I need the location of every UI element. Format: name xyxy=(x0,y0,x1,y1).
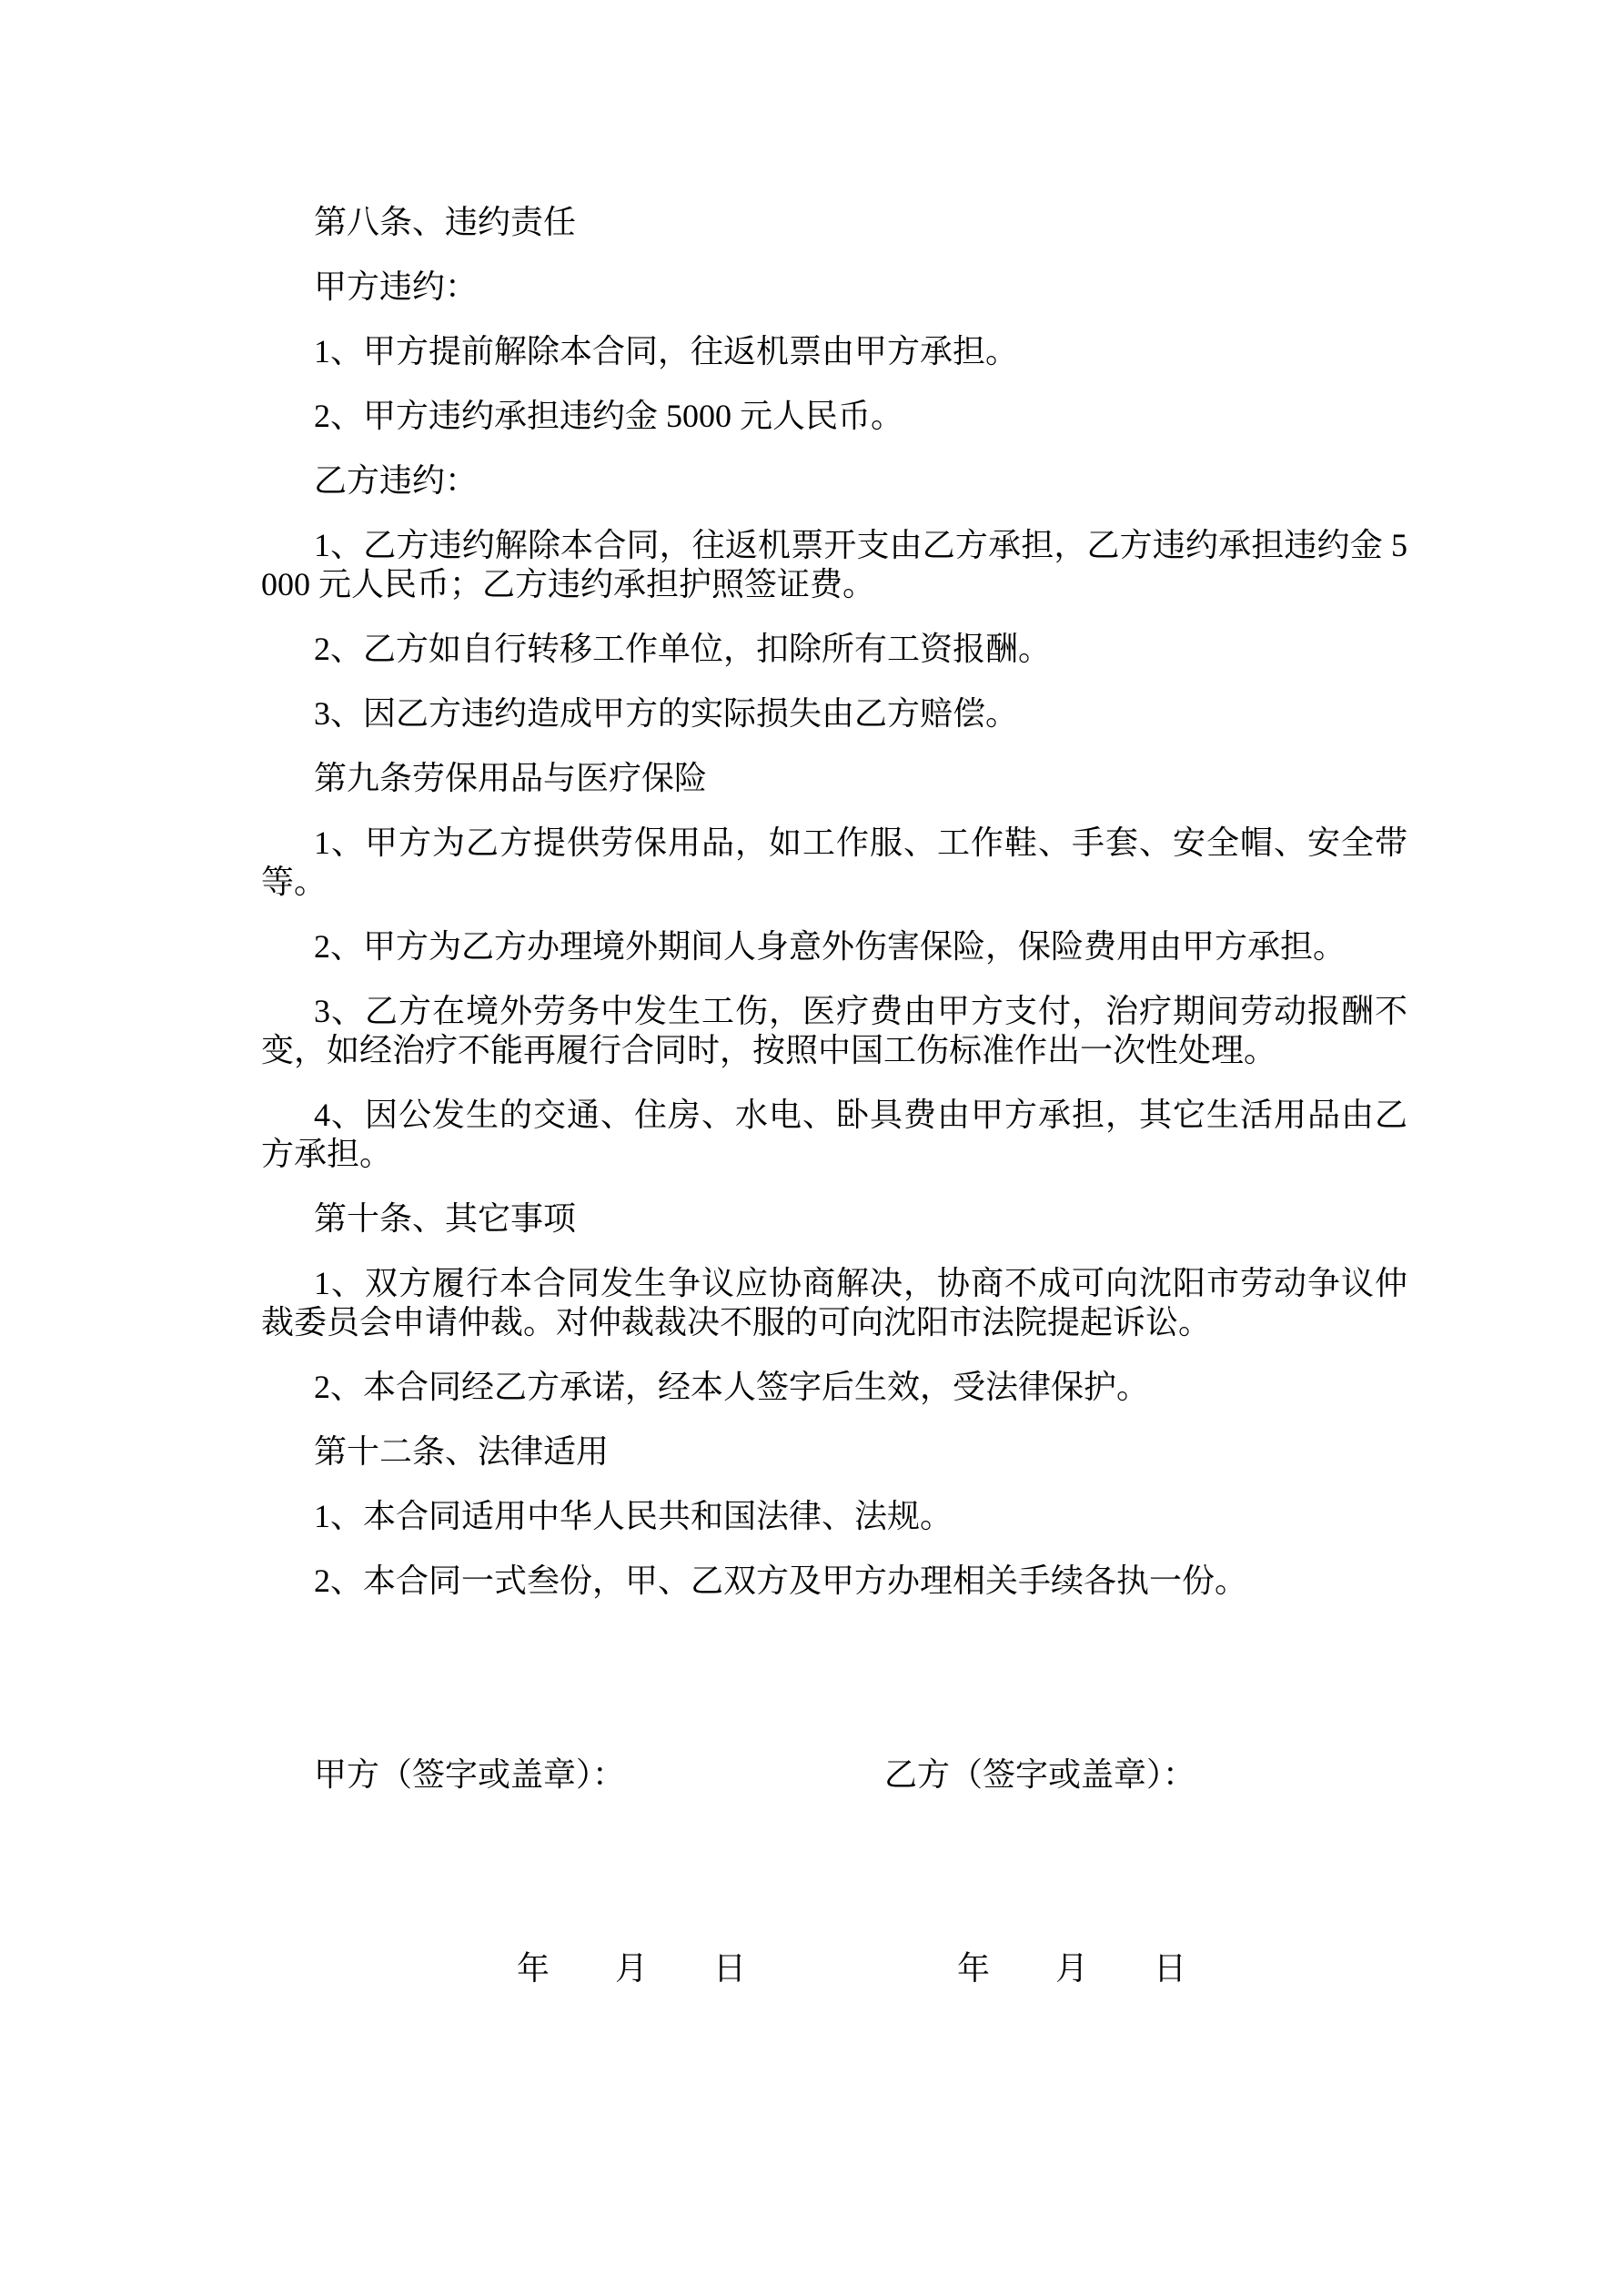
party-b-date: 年 月 日 xyxy=(957,1950,1187,1987)
blank-line xyxy=(261,1820,1407,1859)
party-a-breach-item-2: 2、甲方违约承担违约金 5000 元人民币。 xyxy=(314,398,904,434)
article-9-item-3: 3、乙方在境外劳务中发生工伤，医疗费由甲方支付，治疗期间劳动报酬不变，如经治疗不能再履行合同时，按照中国工伤标准作出一次性处理。 xyxy=(261,993,1407,1068)
article-9-item-1: 1、甲方为乙方提供劳保用品，如工作服、工作鞋、手套、安全帽、安全带等。 xyxy=(261,824,1407,900)
signature-line xyxy=(261,1755,1407,1795)
article-12-item-2: 2、本合同一式叁份，甲、乙双方及甲方办理相关手续各执一份。 xyxy=(314,1563,1248,1599)
party-b-breach-label: 乙方违约： xyxy=(314,462,479,499)
article-9-item-2: 2、甲方为乙方办理境外期间人身意外伤害保险，保险费用由甲方承担。 xyxy=(314,928,1347,965)
party-a-breach-item-1: 1、甲方提前解除本合同，往返机票由甲方承担。 xyxy=(314,333,1019,369)
article-10-item-2: 2、本合同经乙方承诺，经本人签字后生效，受法律保护。 xyxy=(314,1369,1150,1405)
article-8-heading: 第八条、违约责任 xyxy=(314,204,577,240)
party-a-signature-label: 甲方（签字或盖章）： xyxy=(314,1756,626,1793)
article-9-heading: 第九条劳保用品与医疗保险 xyxy=(314,760,708,796)
article-10-heading: 第十条、其它事项 xyxy=(314,1200,577,1237)
article-9-item-4: 4、因公发生的交通、住房、水电、卧具费由甲方承担，其它生活用品由乙方承担。 xyxy=(261,1097,1407,1172)
party-a-breach-label: 甲方违约： xyxy=(314,268,479,305)
party-b-breach-item-1: 1、乙方违约解除本合同，往返机票开支由乙方承担，乙方违约承担违约金 5000 元人民币；乙方违约承担护照签证费。 xyxy=(261,527,1407,602)
blank-line xyxy=(261,1691,1407,1730)
date-line xyxy=(261,1949,1407,1988)
party-b-signature-label: 乙方（签字或盖章）： xyxy=(884,1756,1196,1793)
party-a-date: 年 月 日 xyxy=(517,1950,747,1987)
blank-line xyxy=(261,1885,1407,1924)
article-12-heading: 第十二条、法律适用 xyxy=(314,1433,610,1470)
party-b-breach-item-3: 3、因乙方违约造成甲方的实际损失由乙方赔偿。 xyxy=(314,695,1019,732)
article-10-item-1: 1、双方履行本合同发生争议应协商解决，协商不成可向沈阳市劳动争议仲裁委员会申请仲裁。对仲裁裁决不服的可向沈阳市法院提起诉讼。 xyxy=(261,1265,1407,1340)
article-12-item-1: 1、本合同适用中华人民共和国法律、法规。 xyxy=(314,1498,953,1534)
blank-line xyxy=(261,1626,1407,1665)
party-b-breach-item-2: 2、乙方如自行转移工作单位，扣除所有工资报酬。 xyxy=(314,631,1052,667)
